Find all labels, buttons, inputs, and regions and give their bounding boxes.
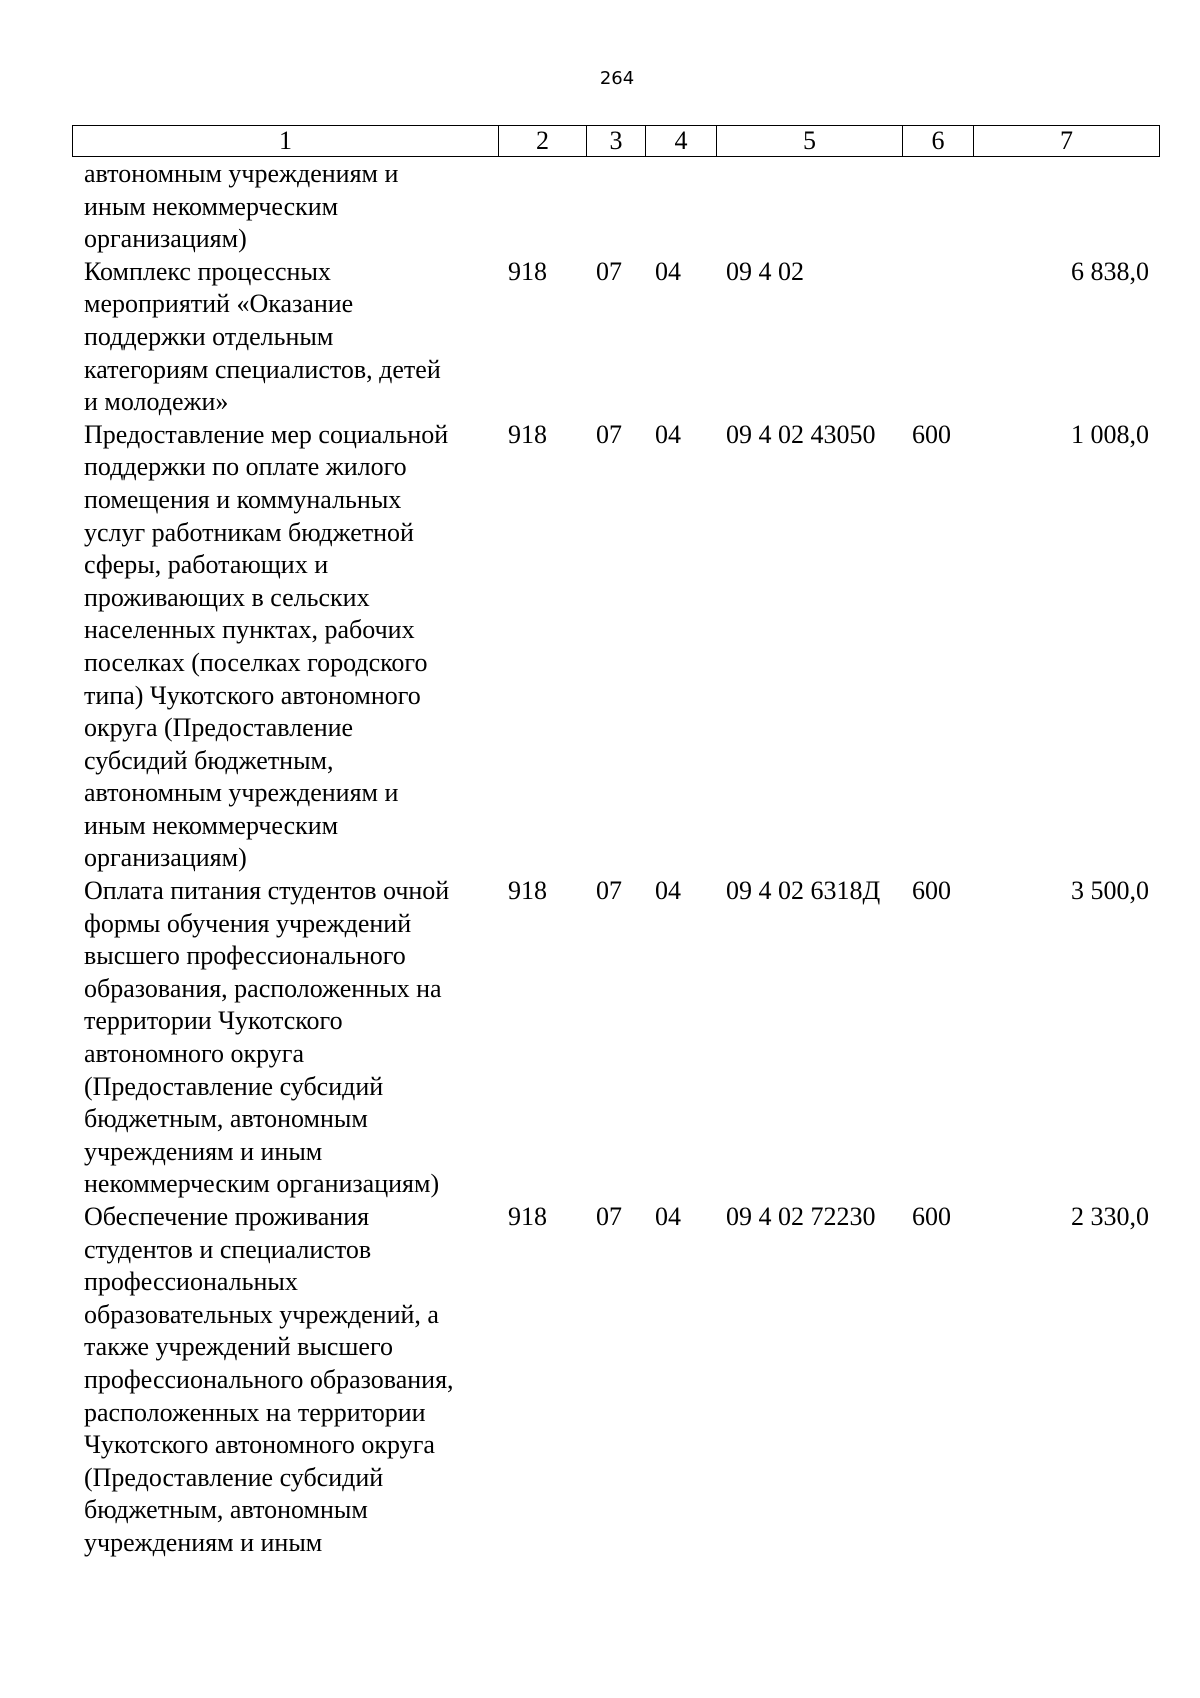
header-cell-1: 1 bbox=[73, 126, 499, 157]
table-row bbox=[72, 875, 1159, 1201]
header-cell-6: 6 bbox=[903, 126, 974, 157]
header-cell-5: 5 bbox=[717, 126, 903, 157]
row-section: 07 bbox=[596, 419, 622, 449]
header-cell-4: 4 bbox=[646, 126, 717, 157]
row-name: Предоставление мер социальной поддержки по оплате жилого помещения и коммунальных услуг работникам бюджетной сферы, работающих и проживающих в сельских населенных пунктах, рабочих поселках (поселках городского типа) Чукотского автономного округа (Предоставление субсидий бюджетным, автономным учреждениям и иным некоммерческим организациям) bbox=[84, 419, 449, 873]
row-amount: 2 330,0 bbox=[1071, 1202, 1149, 1231]
row-expense-type: 600 bbox=[912, 419, 951, 449]
row-target-code bbox=[716, 158, 902, 256]
row-target-code: 09 4 02 43050 bbox=[726, 419, 876, 449]
row-admin-code bbox=[498, 158, 586, 256]
header-cell-7: 7 bbox=[974, 126, 1160, 157]
row-section: 07 bbox=[596, 1202, 622, 1231]
table-row bbox=[72, 1201, 1159, 1560]
row-amount: 6 838,0 bbox=[1071, 256, 1149, 286]
row-subsection: 04 bbox=[655, 256, 681, 286]
row-expense-type: 600 bbox=[912, 876, 951, 906]
row-expense-type: 600 bbox=[912, 1202, 951, 1231]
row-name: Комплекс процессных мероприятий «Оказание поддержки отдельным категориям специалистов, детей и молодежи» bbox=[84, 256, 441, 417]
row-target-code: 09 4 02 bbox=[726, 256, 804, 286]
table-row bbox=[72, 256, 1159, 419]
table-row bbox=[72, 158, 1159, 256]
row-admin-code: 918 bbox=[508, 876, 547, 906]
row-admin-code: 918 bbox=[508, 419, 547, 449]
row-subsection: 04 bbox=[655, 1202, 681, 1231]
page-number: 264 bbox=[599, 68, 635, 89]
row-subsection: 04 bbox=[655, 876, 681, 906]
row-amount: 3 500,0 bbox=[1071, 876, 1149, 906]
table-row bbox=[72, 419, 1159, 875]
row-subsection bbox=[645, 158, 716, 256]
row-name: автономным учреждениям и иным некоммерческим организациям) bbox=[84, 159, 399, 254]
row-admin-code: 918 bbox=[508, 1202, 547, 1231]
column-number-header bbox=[72, 125, 1160, 157]
row-section bbox=[586, 158, 645, 256]
row-section: 07 bbox=[596, 876, 622, 906]
row-amount bbox=[973, 158, 1159, 256]
row-admin-code: 918 bbox=[508, 256, 547, 286]
row-expense-type bbox=[902, 256, 973, 419]
row-amount: 1 008,0 bbox=[1071, 419, 1149, 449]
row-section: 07 bbox=[596, 256, 622, 286]
row-target-code: 09 4 02 72230 bbox=[726, 1202, 876, 1231]
row-subsection: 04 bbox=[655, 419, 681, 449]
header-cell-2: 2 bbox=[499, 126, 587, 157]
row-target-code: 09 4 02 6318Д bbox=[726, 876, 881, 906]
row-name: Обеспечение проживания студентов и специалистов профессиональных образовательных учреждений, а также учреждений высшего профессионального образования, расположенных на территории Чукотского автономного округа (Предоставление субсидий бюджетным, автономным учреждениям и иным bbox=[84, 1202, 454, 1557]
row-name: Оплата питания студентов очной формы обучения учреждений высшего профессионального образования, расположенных на территории Чукотского автономного округа (Предоставление субсидий бюджетным, автономным учреждениям и иным некоммерческим организациям) bbox=[84, 876, 450, 1199]
header-cell-3: 3 bbox=[587, 126, 646, 157]
row-expense-type bbox=[902, 158, 973, 256]
budget-table bbox=[72, 158, 1159, 1560]
